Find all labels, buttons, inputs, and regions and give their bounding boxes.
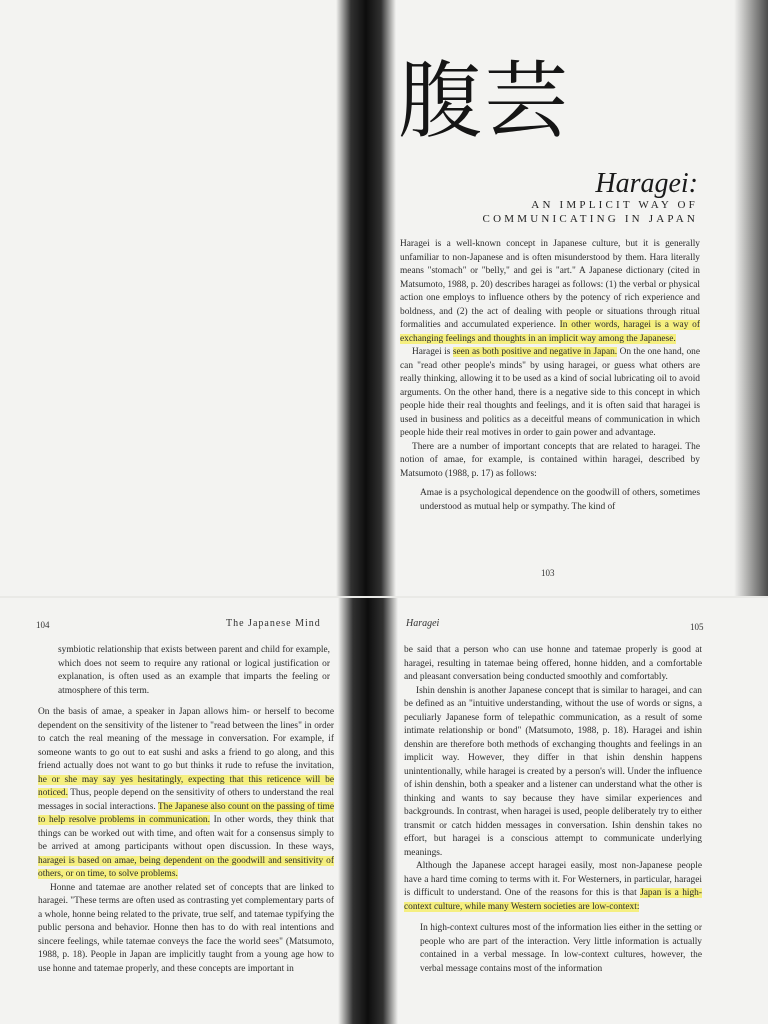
highlighted-text: The Japanese also count on the passing of time to help resolve problems in communication. <box>38 801 334 825</box>
paragraph-honne-tatemae: Honne and tatemae are another related set of concepts that are linked to haragei. "These terms are often used as contrasting yet complementary parts of a whole, honne being related to the private, true self, and tatemae typifying the public persona and behavior. Honne then has to do with real intentions and sincere feelings, while tatemae conveys the face the world sees" (Matsumoto, 1988, p. 18). People in Japan are implicitly taught from a young age how to use honne and tatemae properly, and these concepts are important in <box>38 882 334 974</box>
text-run: There are a number of important concepts that are related to haragei. The notion of amae, for example, is contained within haragei, described by Matsumoto (1988, p. 17) as follows: <box>400 441 700 479</box>
paragraph-2 <box>400 346 700 441</box>
paragraph-continuation: be said that a person who can use honne and tatemae properly is good at haragei, resulting in tatemae being offered, honne hidden, and a comfortable and pleasant conversation being conducted smoothly and comfortably. <box>404 645 702 682</box>
highlighted-text: he or she may say yes hesitatingly, expecting that this reticence will be noticed. <box>38 774 334 798</box>
paragraph-high-context <box>404 860 702 914</box>
text-run: Haragei is a well-known concept in Japanese culture, but it is generally unfamiliar to non-Japanese and is often misunderstood by them. Hara literally means "stomach" or "belly," and gei is "art." A Japanese dictionary (cited in Matsumoto, 1988, p. 20) describes haragei as follows: (1) the verbal or physical action one employs to influence others by the potency of rich experience and boldness, and (2) the act of dealing with people or situations through ritual formalities and accumulated experience. <box>400 239 700 330</box>
book-spine-shadow <box>336 0 396 596</box>
subtitle-line-1: AN IMPLICIT WAY OF <box>531 199 698 211</box>
quote-continuation: symbiotic relationship that exists between parent and child for example, which does not seem to require any rational or logical justification or explanation, is often used as an example that imparts the feeling or atmosphere of this term. <box>58 645 330 696</box>
highlighted-text: In other words, haragei is a way of exchanging feelings and thoughts in an implicit way among the Japanese. <box>400 320 700 344</box>
chapter-kanji: 腹芸 <box>398 52 571 150</box>
text-run: Thus, people depend on the sensitivity of others to understand the real messages in social interactions. <box>38 788 334 812</box>
paragraph-ishin-denshin: Ishin denshin is another Japanese concept that is similar to haragei, and can be defined as an "intuitive understanding, without the use of words or signs, a peculiarly Japanese form of telepathic communication, as a result of some intimate relationship or bond" (Matsumoto, 1988, p. 18). Haragei and ishin denshin are therefore both methods of exchanging thoughts and feelings in an implicit way. However, they differ in that ishin denshin happens unintentionally, while haragei is created by a person's will. Under the influence of ishin denshin, both a speaker and a listener can understand what the other is thinking and wants to say because they have similar experiences and backgrounds. In contrast, when haragei is used, people deliberately try to either transmit or catch hidden messages in conversation. Ishin denshin takes no effort, but haragei is a conscious attempt to communicate underlying meanings. <box>404 685 702 858</box>
page-edge-shadow <box>734 0 768 596</box>
running-head-right: Haragei <box>406 618 440 629</box>
page-number-right: 105 <box>690 622 704 632</box>
block-quote: In high-context cultures most of the information lies either in the setting or people who are part of the interaction. Very little information is actually contained in a verbal message. In low-context cultures, however, the verbal message contains most of the information <box>420 923 702 974</box>
paragraph-amae <box>38 706 334 882</box>
paragraph-3 <box>400 441 700 482</box>
right-page-body <box>404 644 702 976</box>
block-quote: Amae is a psychological dependence on the goodwill of others, sometimes understood as mutual help or sympathy. The kind of <box>420 488 700 512</box>
left-page-body <box>38 644 334 976</box>
paragraph-1 <box>400 238 700 346</box>
page-number: 103 <box>541 568 555 578</box>
text-run: Although the Japanese accept haragei easily, most non-Japanese people have a hard time coming to terms with it. For Westerners, in particular, haragei is difficult to understand. One of the reasons for this is that <box>404 861 702 898</box>
chapter-subtitle <box>438 198 698 226</box>
chapter-body <box>400 238 700 514</box>
subtitle-line-2: COMMUNICATING IN JAPAN <box>482 213 698 225</box>
highlighted-text: haragei is based on amae, being dependent on the goodwill and sensitivity of others, or on time, to solve problems. <box>38 855 334 879</box>
chapter-title: Haragei: <box>595 168 698 199</box>
book-spine-shadow <box>338 598 398 1024</box>
text-run: Haragei is <box>412 347 453 357</box>
text-run: In other words, they think that things can be worked out with time, and often wait for a consensus simply to be arrived at among participants without open discussion. In these ways, <box>38 815 334 852</box>
text-run: On the one hand, one can "read other people's minds" by using haragei, or guess what others are really thinking, allowing it to be used as a kind of social lubricating oil to avoid arguments. On the other hand, there is a negative side to this concept in which people hide their real thoughts and feelings, and it is often said that haragei is used in business and politics as a deceitful means of communication in which people hide their real motives in order to gain power and advantage. <box>400 347 701 438</box>
running-head-left: The Japanese Mind <box>226 618 321 629</box>
highlighted-text: seen as both positive and negative in Japan. <box>452 347 618 357</box>
text-run: On the basis of amae, a speaker in Japan allows him- or herself to become dependent on the sensitivity of the listener to "read between the lines" in order to catch the real meaning of the message in conversation. For example, if someone wants to go out to eat sushi and asks a friend to go along, and this friend actually does not want to go but thinks it rude to refuse the invitation, <box>38 707 334 771</box>
highlighted-text: Japan is a high-context culture, while many Western societies are low-context: <box>404 888 702 912</box>
page-number-left: 104 <box>36 620 50 630</box>
